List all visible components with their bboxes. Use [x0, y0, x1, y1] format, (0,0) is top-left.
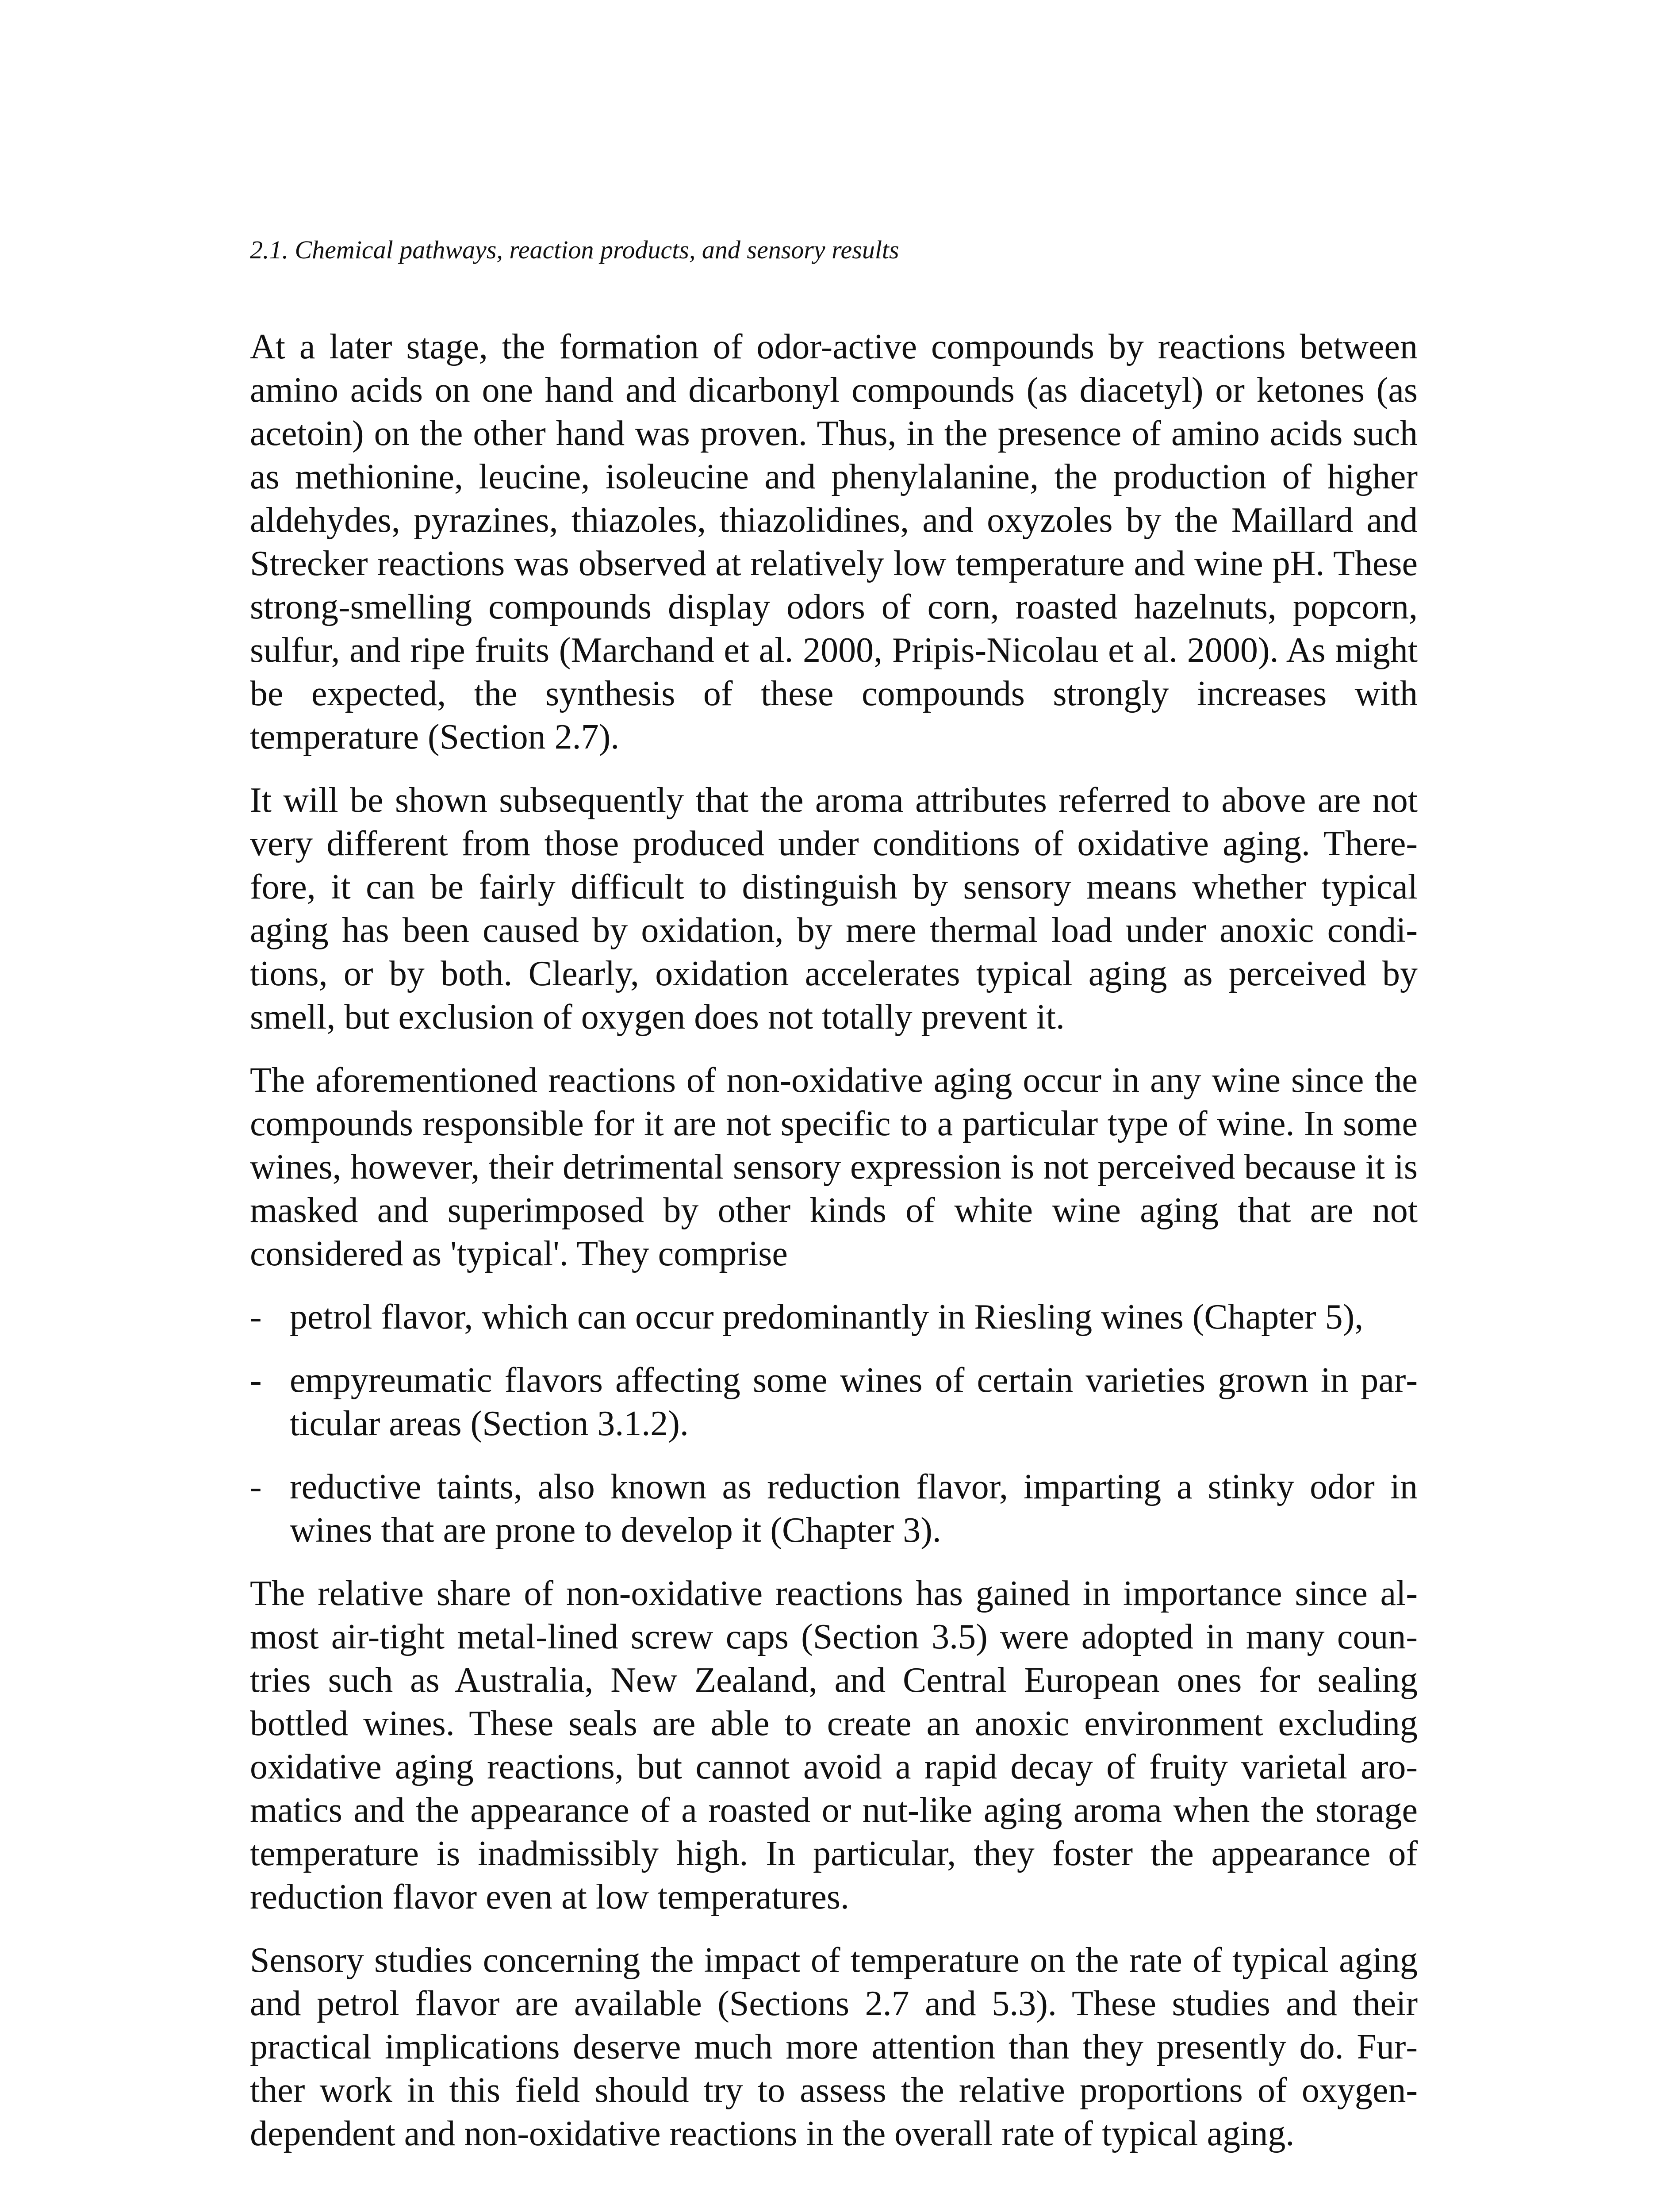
aging-types-list	[250, 1295, 1418, 1552]
body-text	[250, 325, 1418, 2175]
list-item-text: reductive taints, also known as reduction flavor, imparting a stinky odor in wines that are prone to develop it (Chapter 3).	[290, 1467, 1418, 1550]
list-item	[250, 1359, 1418, 1445]
paragraph-oxidative-comparison: It will be shown subsequently that the aroma attributes referred to above are not very different from those produced under conditions of oxidative aging. Therefore, it can be fairly difficult to distinguish by sensory means whether typical aging has been caused by oxidation, by mere thermal load under anoxic conditions, or by both. Clearly, oxidation accelerates typical aging as perceived by smell, but exclusion of oxygen does not totally prevent it.	[250, 781, 1418, 1037]
running-head: 2.1. Chemical pathways, reaction products, and sensory results	[250, 235, 899, 264]
list-item	[250, 1465, 1418, 1552]
list-dash: -	[250, 1467, 262, 1506]
paragraph-sensory-studies: Sensory studies concerning the impact of temperature on the rate of typical aging and petrol flavor are available (Sections 2.7 and 5.3). These studies and their practical implications deserve much more attention than they presently do. Further work in this field should try to assess the relative proportions of oxygen-dependent and non-oxidative reactions in the overall rate of typical aging.	[250, 1941, 1418, 2153]
paragraph-maillard-reactions: At a later stage, the formation of odor-active compounds by reactions between amino acids on one hand and dicarbonyl compounds (as diacetyl) or ketones (as acetoin) on the other hand was proven. Thus, in the presence of amino acids such as methionine, leucine, isoleucine and phenylalanine, the production of higher aldehydes, pyrazines, thiazoles, thiazolidines, and oxyzoles by the Maillard and Strecker reactions was observed at relatively low temperature and wine pH. These strong-smelling compounds display odors of corn, roasted hazelnuts, popcorn, sulfur, and ripe fruits (Marchand et al. 2000, Pripis-Nicolau et al. 2000). As might be expected, the synthesis of these compounds strongly increases with temperature (Section 2.7).	[250, 327, 1418, 757]
paragraph-screw-caps: The relative share of non-oxidative reactions has gained in importance since almost air-tight metal-lined screw caps (Section 3.5) were adopted in many countries such as Australia, New Zealand, and Central European ones for sealing bottled wines. These seals are able to create an anoxic environment excluding oxidative aging reactions, but cannot avoid a rapid decay of fruity varietal aromatics and the appearance of a roasted or nut-like aging aroma when the storage temperature is inadmissibly high. In particular, they foster the appearance of reduction flavor even at low temperatures.	[250, 1574, 1418, 1916]
list-dash: -	[250, 1298, 262, 1336]
list-item-text: petrol flavor, which can occur predominantly in Riesling wines (Chapter 5),	[290, 1298, 1364, 1336]
list-dash: -	[250, 1361, 262, 1400]
paragraph-non-oxidative-aging: The aforementioned reactions of non-oxidative aging occur in any wine since the compounds responsible for it are not specific to a particular type of wine. In some wines, however, their detrimental sensory expression is not perceived because it is masked and superimposed by other kinds of white wine aging that are not considered as 'typical'. They comprise	[250, 1061, 1418, 1273]
list-item-text: empyreumatic flavors affecting some wines of certain varieties grown in particular areas (Section 3.1.2).	[290, 1361, 1418, 1443]
list-item	[250, 1295, 1418, 1339]
